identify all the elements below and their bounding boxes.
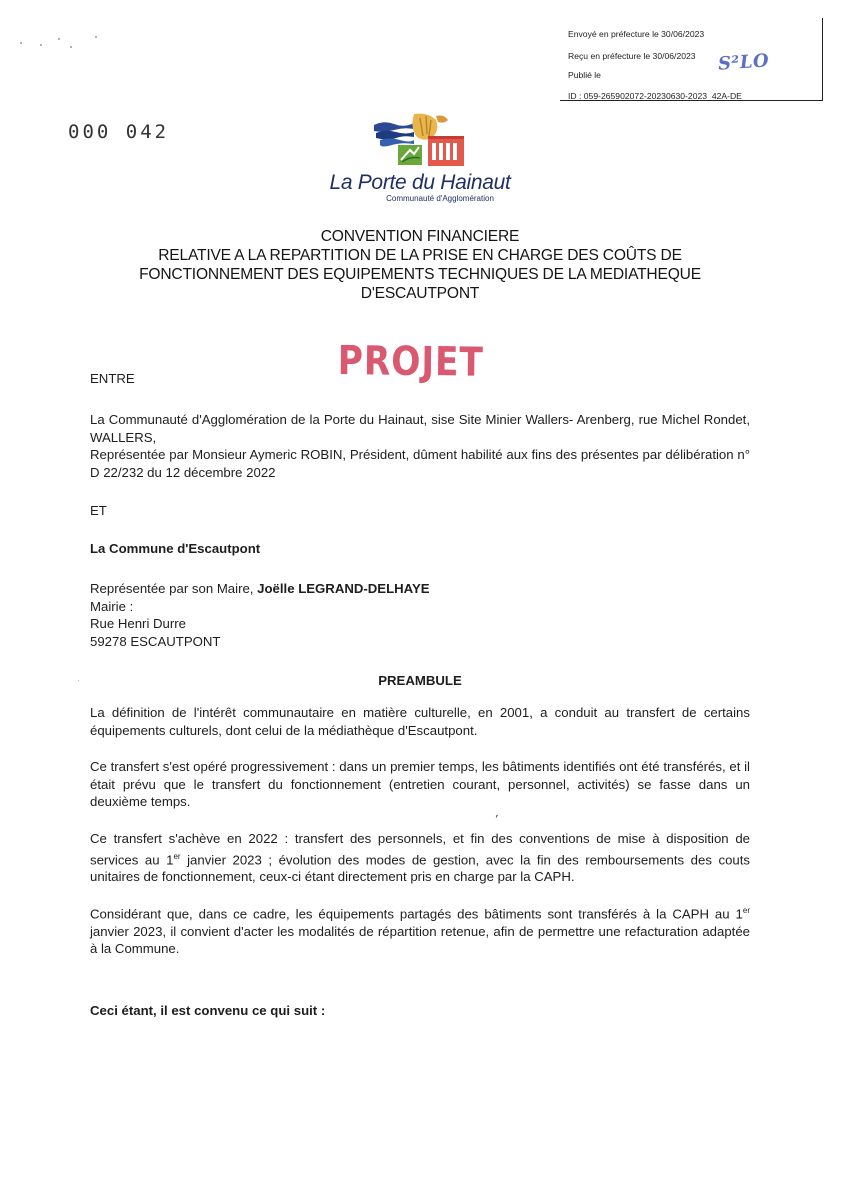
scan-speck: [40, 44, 42, 46]
published-date: Publié le: [568, 70, 601, 80]
preambule-paragraph: La définition de l'intérêt communautaire en matière culturelle, en 2001, a conduit au transfert de certains équipements culturels, dont celui de la médiathèque d'Escautpont.: [90, 705, 750, 738]
party1-representative: Représentée par Monsieur Aymeric ROBIN, Président, dûment habilité aux fins des présentes par délibération n° D 22/232 du 12 décembre 2022: [90, 447, 750, 480]
paragraph-text: Considérant que, dans ce cadre, les équipements partagés des bâtiments sont transférés à la CAPH au 1: [90, 906, 743, 922]
conclusion-line: Ceci étant, il est convenu ce qui suit :: [90, 1003, 326, 1018]
scan-speck: [95, 36, 97, 38]
s2lo-signature: S²LO: [717, 50, 770, 75]
projet-stamp: PROJET: [337, 338, 484, 386]
preambule-heading: PREAMBULE: [378, 673, 462, 688]
scan-speck: [20, 42, 22, 44]
sent-date: Envoyé en préfecture le 30/06/2023: [568, 29, 705, 39]
party2-representative: [90, 580, 430, 598]
received-date: Reçu en préfecture le 30/06/2023: [568, 51, 696, 61]
title-line: RELATIVE A LA REPARTITION DE LA PRISE EN CHARGE DES COÛTS DE: [158, 247, 682, 264]
entre-label: ENTRE: [90, 371, 135, 386]
title-line: CONVENTION FINANCIERE: [320, 228, 520, 245]
preambule-paragraph: [90, 830, 750, 886]
paragraph-text: janvier 2023 ; évolution des modes de gestion, avec la fin des remboursements des couts unitaires de fonctionnement, ceux-ci étant directement pris en charge par la CAPH.: [90, 851, 750, 885]
document-title: [90, 227, 750, 303]
document-number: 000 042: [68, 121, 170, 143]
scan-speck: [70, 46, 72, 48]
scan-speck: [58, 38, 60, 40]
title-line: D'ESCAUTPONT: [360, 285, 480, 302]
party2-name: La Commune d'Escautpont: [90, 541, 261, 556]
city-address: 59278 ESCAUTPONT: [90, 633, 221, 649]
scan-speck: [78, 680, 79, 681]
street-address: Rue Henri Durre: [90, 616, 187, 631]
title-line: FONCTIONNEMENT DES EQUIPEMENTS TECHNIQUES DE LA MEDIATHEQUE: [139, 266, 701, 283]
prefecture-stamp: [560, 18, 823, 101]
preambule-paragraph: Ce transfert s'est opéré progressivement : dans un premier temps, les bâtiments identifiés ont été transférés, et il était prévu que le transfert du fonctionnement (entretien courant, personnel, activités) se fasse dans un deuxième temps.: [90, 759, 750, 809]
party1-block: [90, 411, 750, 481]
act-id: ID : 059-265902072-20230630-2023_42A-DE: [568, 91, 742, 101]
superscript: er: [173, 851, 181, 861]
logo-subtitle: Communauté d'Agglomération: [386, 194, 494, 203]
mairie-label: Mairie :: [90, 598, 134, 614]
paragraph-text: Ce transfert s'achève en 2022 : transfert des personnels, et fin des conventions de mise à disposition de services au 1: [90, 831, 750, 867]
preambule-paragraph: [90, 902, 750, 958]
superscript: er: [742, 906, 750, 915]
logo-name: La Porte du Hainaut: [329, 171, 511, 194]
paragraph-text: janvier 2023, il convient d'acter les modalités de répartition retenue, afin de permettre une refacturation adaptée à la Commune.: [90, 923, 750, 957]
handwritten-mark: ′: [493, 811, 499, 827]
et-label: ET: [90, 503, 107, 518]
party1-address: La Communauté d'Agglomération de la Porte du Hainaut, sise Site Minier Wallers- Arenberg, rue Michel Rondet, WALLERS,: [90, 412, 750, 445]
caph-logo-graphic: [370, 112, 475, 170]
mayor-name: Joëlle LEGRAND-DELHAYE: [257, 581, 430, 596]
party2-block: [90, 580, 430, 650]
represented-by: Représentée par son Maire,: [90, 581, 258, 596]
